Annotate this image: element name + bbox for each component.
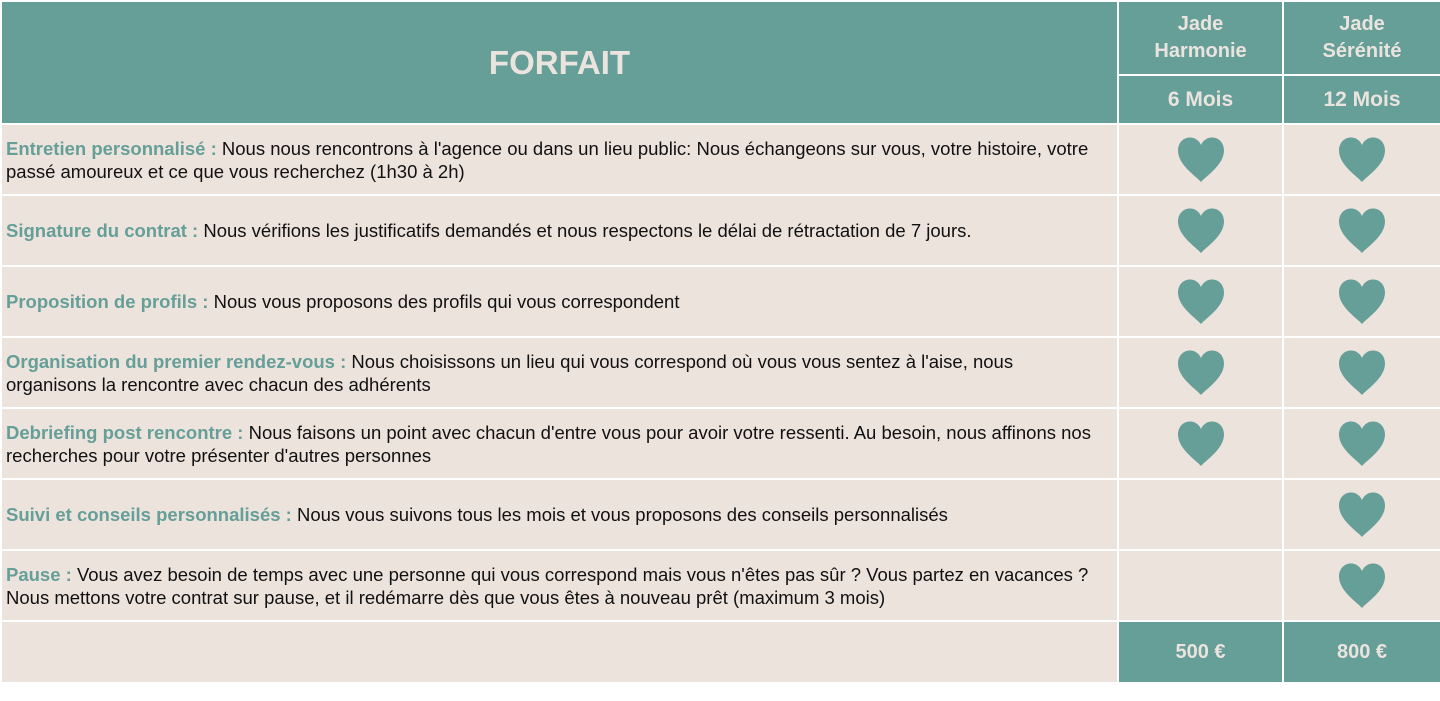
feature-row	[1, 550, 1440, 621]
included-serenite	[1283, 550, 1440, 621]
included-harmonie	[1118, 550, 1283, 621]
feature-text: Nous vous proposons des profils qui vous correspondent	[208, 291, 680, 312]
heart-icon	[1176, 349, 1226, 397]
plan-name-line1: Jade	[1339, 13, 1385, 36]
heart-icon	[1337, 491, 1387, 539]
feature-label: Debriefing post rencontre :	[6, 421, 244, 443]
feature-description	[1, 124, 1118, 195]
heart-icon	[1337, 562, 1387, 610]
feature-description	[1, 479, 1118, 550]
feature-text: Nous vérifions les justificatifs demandés et nous respectons le délai de rétractation de 7 jours.	[198, 220, 972, 241]
feature-row	[1, 266, 1440, 337]
included-serenite	[1283, 124, 1440, 195]
included-harmonie	[1118, 195, 1283, 266]
plan-duration-harmonie: 6 Mois	[1118, 75, 1283, 124]
included-harmonie	[1118, 479, 1283, 550]
feature-label: Suivi et conseils personnalisés :	[6, 504, 292, 525]
plan-name-line1: Jade	[1177, 13, 1224, 36]
feature-row	[1, 408, 1440, 479]
heart-icon	[1337, 136, 1387, 184]
feature-label: Proposition de profils :	[6, 291, 209, 312]
feature-text: Vous avez besoin de temps avec une personne qui vous correspond mais vous n'êtes pas sûr ? Vous partez en vacances ? Nous mettons votre contrat sur pause, et il redémarre dès que vous êtes à nouveau prêt (maximum 3 mois)	[6, 563, 1089, 608]
plan-name-line2: Sérénité	[1322, 40, 1402, 63]
feature-description	[1, 195, 1118, 266]
plan-duration-serenite: 12 Mois	[1283, 75, 1440, 124]
heart-icon	[1337, 207, 1387, 255]
feature-description	[1, 408, 1118, 479]
feature-row	[1, 479, 1440, 550]
price-serenite: 800 €	[1283, 621, 1440, 683]
heart-icon	[1337, 420, 1387, 468]
feature-row	[1, 124, 1440, 195]
feature-text: Nous nous rencontrons à l'agence ou dans un lieu public: Nous échangeons sur vous, votre histoire, votre passé amoureux et ce que vous recherchez (1h30 à 2h)	[6, 137, 1089, 182]
feature-rows	[1, 124, 1440, 621]
plan-name-serenite	[1283, 1, 1440, 75]
plan-name-harmonie	[1118, 1, 1283, 75]
included-harmonie	[1118, 408, 1283, 479]
included-harmonie	[1118, 124, 1283, 195]
included-serenite	[1283, 479, 1440, 550]
heart-icon	[1337, 349, 1387, 397]
heart-icon	[1337, 278, 1387, 326]
feature-label: Pause :	[6, 563, 72, 585]
heart-icon	[1176, 420, 1226, 468]
forfait-title: FORFAIT	[1, 1, 1118, 124]
header-row	[1, 1, 1440, 75]
feature-description	[1, 550, 1118, 621]
feature-text: Nous faisons un point avec chacun d'entre vous pour avoir votre ressenti. Au besoin, nous affinons nos recherches pour votre présenter d'autres personnes	[6, 421, 1091, 466]
feature-row	[1, 337, 1440, 408]
included-serenite	[1283, 266, 1440, 337]
included-serenite	[1283, 337, 1440, 408]
included-harmonie	[1118, 266, 1283, 337]
included-harmonie	[1118, 337, 1283, 408]
price-row-spacer	[1, 621, 1118, 683]
feature-label: Organisation du premier rendez-vous :	[6, 350, 347, 372]
heart-icon	[1176, 136, 1226, 184]
price-harmonie: 500 €	[1118, 621, 1283, 683]
feature-label: Signature du contrat :	[6, 220, 199, 241]
feature-description	[1, 266, 1118, 337]
included-serenite	[1283, 408, 1440, 479]
included-serenite	[1283, 195, 1440, 266]
feature-text: Nous vous suivons tous les mois et vous proposons des conseils personnalisés	[291, 504, 948, 525]
feature-label: Entretien personnalisé :	[6, 137, 217, 159]
feature-description	[1, 337, 1118, 408]
heart-icon	[1176, 278, 1226, 326]
plan-name-line2: Harmonie	[1154, 40, 1247, 63]
heart-icon	[1176, 207, 1226, 255]
price-row	[1, 621, 1440, 683]
feature-row	[1, 195, 1440, 266]
feature-text: Nous choisissons un lieu qui vous correspond où vous vous sentez à l'aise, nous organisons la rencontre avec chacun des adhérents	[6, 350, 1014, 395]
